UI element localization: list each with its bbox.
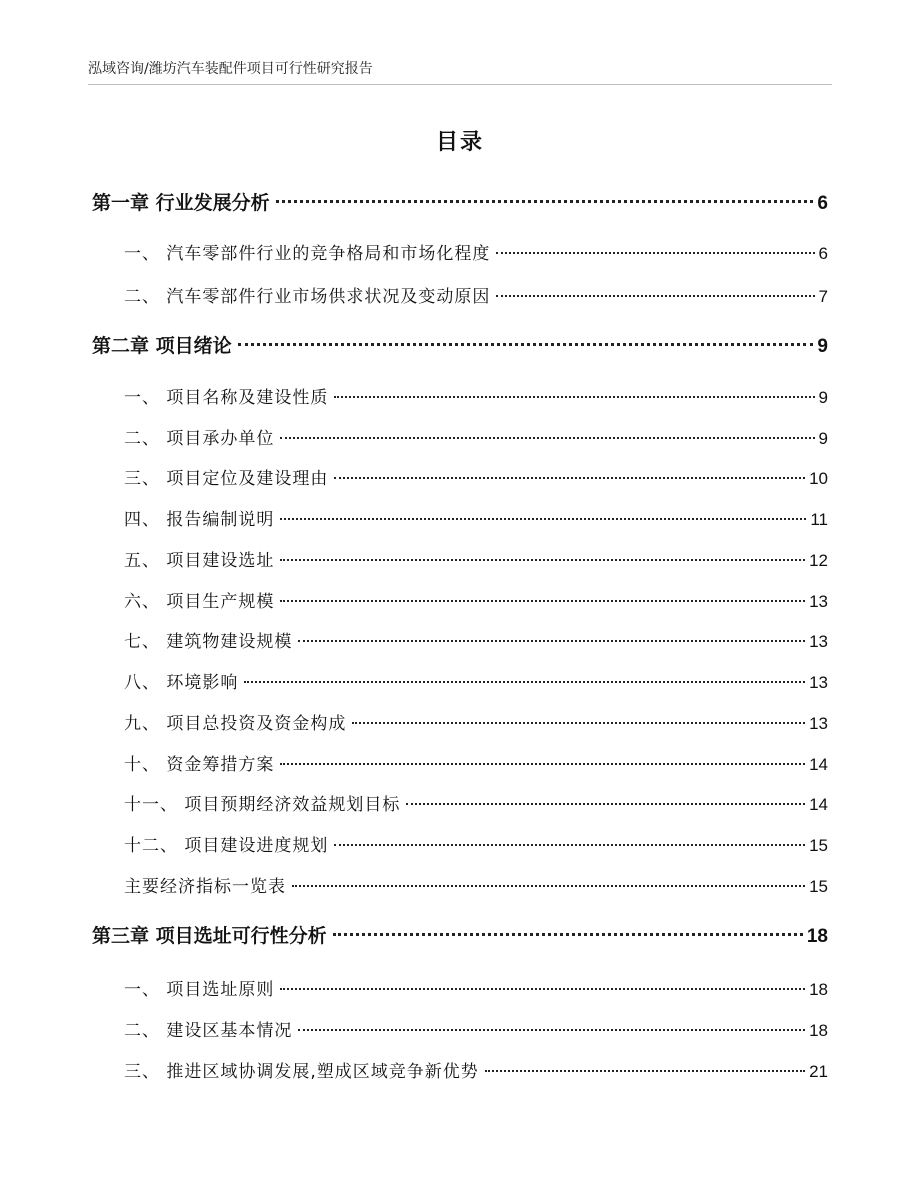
toc-page-number: 13 [809,592,828,611]
toc-section[interactable] [124,1016,828,1044]
toc-section[interactable] [124,587,828,615]
toc-entry-label: 八、 环境影响 [124,673,239,693]
toc-entry-label: 第二章 项目绪论 [92,335,232,357]
dot-leader [280,763,805,765]
dot-leader [334,396,814,398]
toc-page-number: 11 [810,510,828,529]
dot-leader [292,885,805,887]
toc-entry-label: 四、 报告编制说明 [124,510,275,530]
toc-page-number: 6 [818,244,828,263]
dot-leader [406,803,805,805]
dot-leader [496,295,814,297]
dot-leader [280,518,806,520]
toc-chapter-2[interactable] [92,331,828,363]
dot-leader [298,640,805,642]
toc-page-number: 14 [809,795,828,814]
dot-leader [238,343,814,346]
toc-entry-label: 三、 项目定位及建设理由 [124,469,329,489]
toc-entry-label: 二、 汽车零部件行业市场供求状况及变动原因 [124,287,491,307]
toc-page-number: 9 [817,336,828,357]
toc-page-number: 18 [809,980,828,999]
toc-entry-label: 主要经济指标一览表 [124,877,286,897]
toc-page-number: 9 [818,388,828,407]
toc-entry-label: 五、 项目建设选址 [124,551,275,571]
toc-page-number: 9 [818,429,828,448]
dot-leader [333,933,803,936]
toc-section[interactable] [124,282,828,310]
toc-page-number: 18 [806,926,828,947]
toc-entry-label: 二、 建设区基本情况 [124,1021,293,1041]
toc-section[interactable] [124,831,828,859]
dot-leader [276,200,814,203]
toc-entry-label: 十一、 项目预期经济效益规划目标 [124,795,401,815]
toc-page-number: 15 [809,877,828,896]
toc-entry-label: 六、 项目生产规模 [124,592,275,612]
header-divider [88,84,832,85]
running-header: 泓域咨询/潍坊汽车装配件项目可行性研究报告 [88,61,373,77]
toc-page-number: 21 [809,1062,828,1081]
toc-section[interactable] [124,464,828,492]
dot-leader [280,437,814,439]
toc-section[interactable] [124,424,828,452]
toc-chapter-3[interactable] [92,921,828,953]
toc-section[interactable] [124,872,828,900]
dot-leader [280,600,805,602]
toc-section[interactable] [124,1057,828,1085]
toc-entry-label: 三、 推进区域协调发展,塑成区域竞争新优势 [124,1062,479,1082]
toc-entry-label: 七、 建筑物建设规模 [124,632,293,652]
toc-page-number: 15 [809,836,828,855]
toc-section[interactable] [124,505,828,533]
dot-leader [334,844,805,846]
dot-leader [485,1070,805,1072]
dot-leader [298,1029,805,1031]
toc-entry-label: 十二、 项目建设进度规划 [124,836,329,856]
toc-section[interactable] [124,546,828,574]
toc-page-number: 14 [809,755,828,774]
toc-section[interactable] [124,627,828,655]
toc-page-number: 6 [817,193,828,214]
toc-section[interactable] [124,239,828,267]
toc-chapter-1[interactable] [92,188,828,220]
dot-leader [496,252,814,254]
toc-entry-label: 二、 项目承办单位 [124,429,275,449]
toc-section[interactable] [124,975,828,1003]
dot-leader [244,681,805,683]
toc-entry-label: 九、 项目总投资及资金构成 [124,714,347,734]
toc-entry-label: 一、 项目名称及建设性质 [124,388,329,408]
toc-section[interactable] [124,709,828,737]
dot-leader [352,722,805,724]
toc-entry-label: 一、 项目选址原则 [124,980,275,1000]
toc-page-number: 10 [809,469,828,488]
toc-page-number: 13 [809,673,828,692]
toc-section[interactable] [124,383,828,411]
toc-page-number: 13 [809,714,828,733]
toc-entry-label: 一、 汽车零部件行业的竞争格局和市场化程度 [124,244,491,264]
toc-entry-label: 十、 资金筹措方案 [124,755,275,775]
toc-section[interactable] [124,750,828,778]
dot-leader [280,988,805,990]
toc-page-number: 7 [818,287,828,306]
toc-section[interactable] [124,668,828,696]
toc-entry-label: 第一章 行业发展分析 [92,192,270,214]
page-title: 目录 [435,130,484,155]
toc-page-number: 18 [809,1021,828,1040]
toc-entry-label: 第三章 项目选址可行性分析 [92,925,327,947]
dot-leader [334,477,805,479]
toc-section[interactable] [124,790,828,818]
toc-page-number: 12 [809,551,828,570]
dot-leader [280,559,805,561]
toc-page-number: 13 [809,632,828,651]
